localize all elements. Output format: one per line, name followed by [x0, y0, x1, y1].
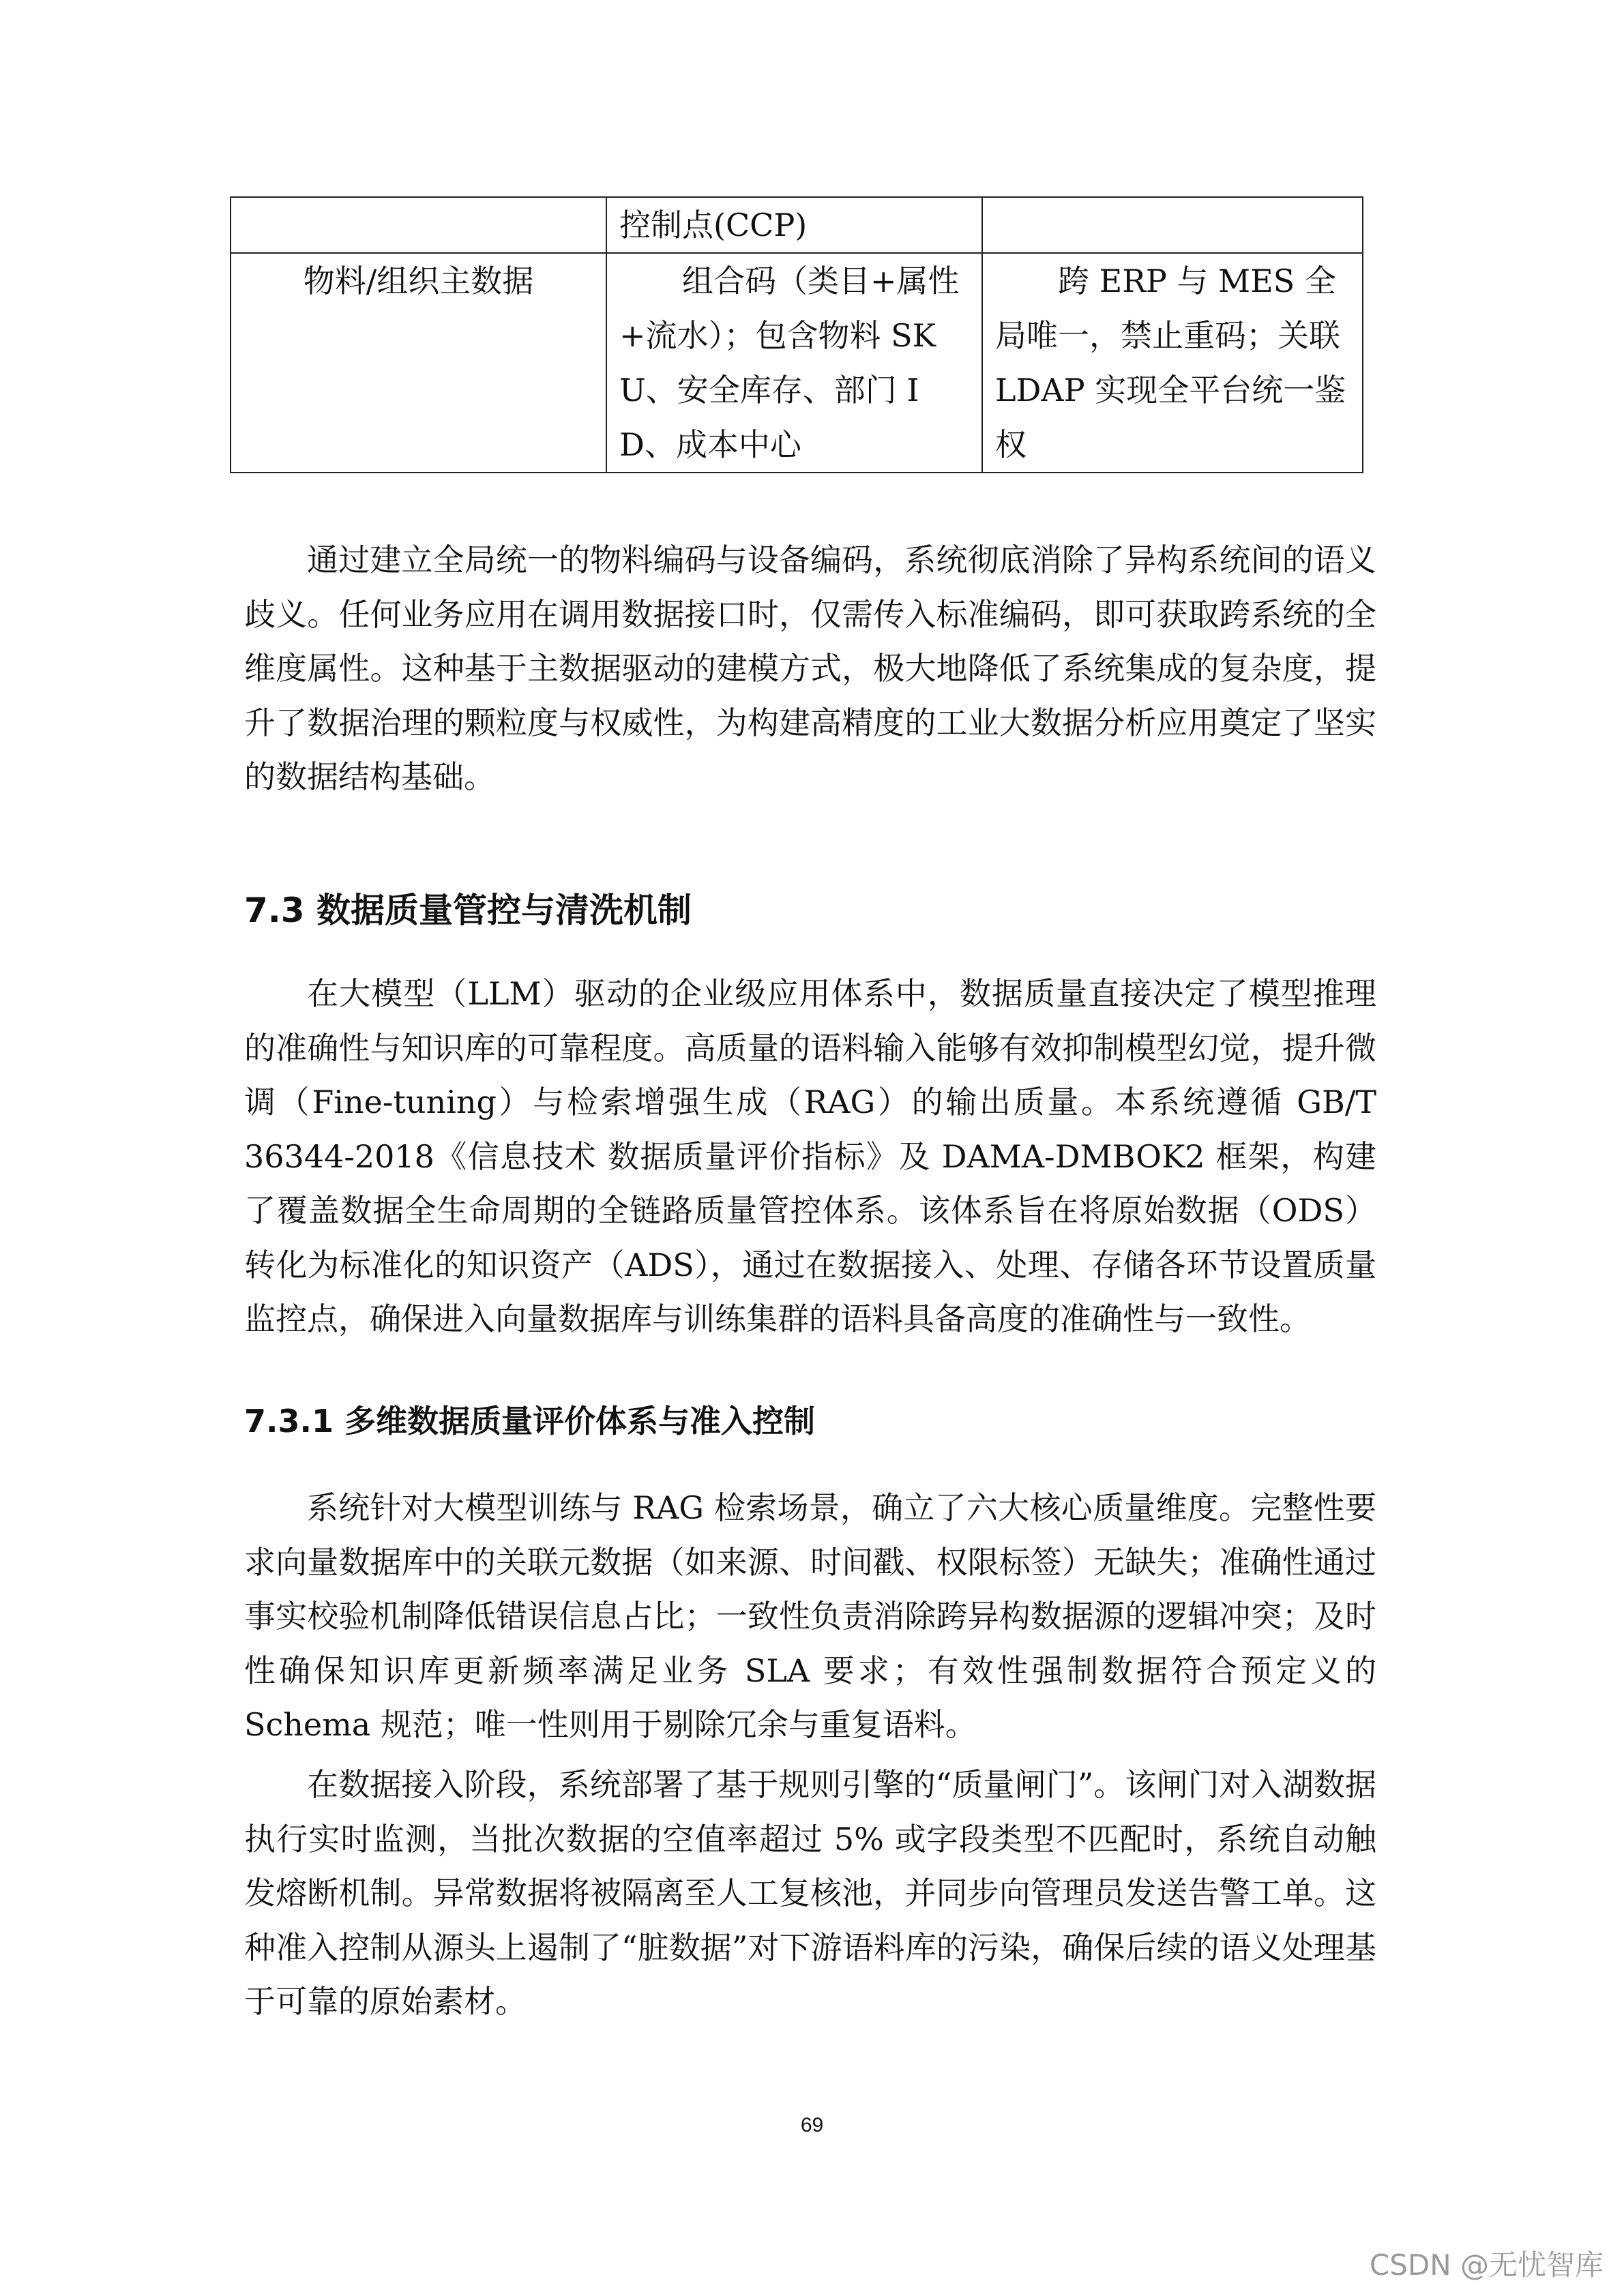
table-cell — [606, 253, 982, 473]
table-cell — [982, 253, 1363, 473]
page-number: 69 — [800, 2114, 824, 2136]
table-cell — [982, 197, 1363, 253]
table-row — [231, 197, 1363, 253]
table-cell — [231, 197, 606, 253]
body-paragraph: 通过建立全局统一的物料编码与设备编码，系统彻底消除了异构系统间的语义歧义。任何业务应用在调用数据接口时，仅需传入标准编码，即可获取跨系统的全维度属性。这种基于主数据驱动的建模方式，极大地降低了系统集成的复杂度，提升了数据治理的颗粒度与权威性，为构建高精度的工业大数据分析应用奠定了坚实的数据结构基础。 — [244, 541, 1376, 795]
table-cell — [231, 253, 606, 473]
table-cell: 控制点(CCP) — [606, 197, 982, 253]
section-heading: 7.3 数据质量管控与清洗机制 — [244, 891, 692, 930]
body-paragraph: 在大模型（LLM）驱动的企业级应用体系中，数据质量直接决定了模型推理的准确性与知识库的可靠程度。高质量的语料输入能够有效抑制模型幻觉，提升微调（Fine-tuning）与检索增强生成（RAG）的输出质量。本系统遵循 GB/T 36344-2018《信息技术 数据质量评价指标》及 DAMA-DMBOK2 框架，构建了覆盖数据全生命周期的全链路质量管控体系。该体系旨在将原始数据（ODS）转化为标准化的知识资产（ADS），通过在数据接入、处理、存储各环节设置质量监控点，确保进入向量数据库与训练集群的语料具备高度的准确性与一致性。 — [244, 975, 1376, 1337]
cell-text: 物料/组织主数据 — [303, 263, 534, 299]
body-paragraph: 系统针对大模型训练与 RAG 检索场景，确立了六大核心质量维度。完整性要求向量数据库中的关联元数据（如来源、时间戳、权限标签）无缺失；准确性通过事实校验机制降低错误信息占比；一致性负责消除跨异构数据源的逻辑冲突；及时性确保知识库更新频率满足业务 SLA 要求；有效性强制数据符合预定义的 Schema 规范；唯一性则用于剔除冗余与重复语料。 — [244, 1489, 1376, 1743]
subsection-heading: 7.3.1 多维数据质量评价体系与准入控制 — [244, 1403, 815, 1440]
master-data-table — [230, 196, 1363, 473]
watermark: CSDN @无忧智库 — [1369, 2248, 1604, 2282]
body-paragraph: 在数据接入阶段，系统部署了基于规则引擎的“质量闸门”。该闸门对入湖数据执行实时监测，当批次数据的空值率超过 5% 或字段类型不匹配时，系统自动触发熔断机制。异常数据将被隔离至人工复核池，并同步向管理员发送告警工单。这种准入控制从源头上遏制了“脏数据”对下游语料库的污染，确保后续的语义处理基于可靠的原始素材。 — [244, 1766, 1376, 2020]
cell-text: 跨 ERP 与 MES 全局唯一，禁止重码；关联 LDAP 实现全平台统一鉴权 — [995, 263, 1346, 463]
table-row — [231, 253, 1363, 473]
cell-text: 组合码（类目+属性+流水）；包含物料 SKU、安全库存、部门 ID、成本中心 — [619, 263, 960, 463]
